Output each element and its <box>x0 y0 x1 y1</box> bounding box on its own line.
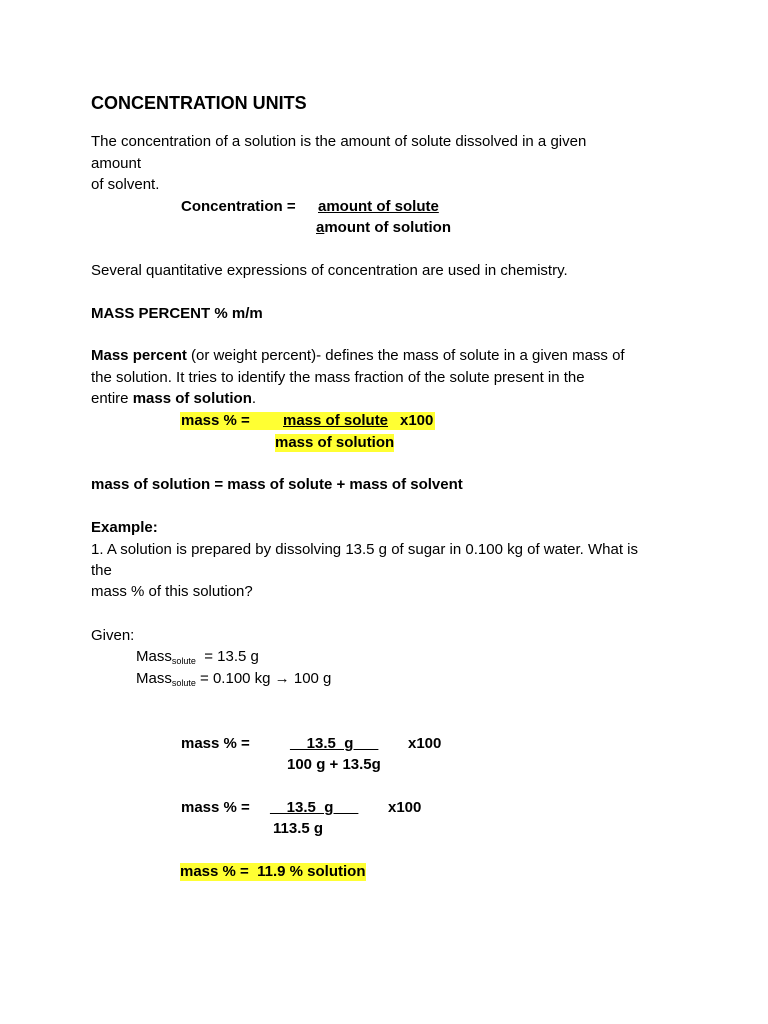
question-line-2: the <box>91 562 112 579</box>
denominator-first-letter: a <box>316 219 325 236</box>
mass-formula-multiplier: x100 <box>400 412 434 429</box>
mass-formula-row <box>180 412 435 430</box>
definition-line-2: the solution. It tries to identify the mass fraction of the solute present in the <box>91 369 585 386</box>
definition-line-3 <box>91 390 256 408</box>
concentration-label: Concentration = <box>181 198 296 215</box>
calc1-multiplier: x100 <box>408 735 442 752</box>
definition-line3-bold: mass of solution <box>132 390 252 407</box>
mass-formula-denominator: mass of solution <box>275 434 395 451</box>
calc1-denominator: 100 g + 13.5g <box>287 756 381 773</box>
calc2-numerator: __13.5 g <box>270 799 359 816</box>
calc1-label: mass % = <box>181 735 250 752</box>
mass-percent-heading: MASS PERCENT % m/m <box>91 305 263 322</box>
calc2-multiplier: x100 <box>388 799 422 816</box>
denominator-rest: mount of solution <box>324 219 451 236</box>
concentration-denominator <box>316 219 451 237</box>
concentration-numerator: amount of solute <box>318 198 439 215</box>
several-line: Several quantitative expressions of concentration are used in chemistry. <box>91 262 568 279</box>
mass-formula-label: mass % = <box>181 412 250 429</box>
mass-formula-numerator: mass of solute <box>283 412 389 429</box>
mass-of-solution-equation: mass of solution = mass of solute + mass of solvent <box>91 476 463 493</box>
calc2-denominator: 113.5 g <box>273 820 324 837</box>
given-item-1: Mass$_{solute}$ = 13.5 g <box>136 648 259 666</box>
definition-term: Mass percent <box>91 347 187 364</box>
given-item-2: Mass$_{solute}$ = 0.100 kg → 100 g <box>136 670 332 688</box>
question-line-1: 1. A solution is prepared by dissolving 13.5 g of sugar in 0.100 kg of water. What is <box>91 541 638 558</box>
intro-line-1: The concentration of a solution is the amount of solute dissolved in a given <box>91 133 587 150</box>
intro-line-3: of solvent. <box>91 176 160 193</box>
question-line-3: mass % of this solution? <box>91 583 253 600</box>
calc2-label: mass % = <box>181 799 250 816</box>
definition-line3-suffix: . <box>251 390 257 407</box>
definition-rest: (or weight percent)- defines the mass of solute in a given mass of <box>186 347 625 364</box>
page-title: CONCENTRATION UNITS <box>91 93 307 113</box>
definition-line3-prefix: entire <box>91 390 133 407</box>
calc1-numerator: __13.5 g <box>290 735 379 752</box>
given-label: Given: <box>91 627 135 644</box>
example-heading: Example: <box>91 519 158 536</box>
definition-line-1 <box>91 347 625 365</box>
result-line: mass % = 11.9 % solution <box>180 863 366 880</box>
intro-line-2: amount <box>91 155 142 172</box>
